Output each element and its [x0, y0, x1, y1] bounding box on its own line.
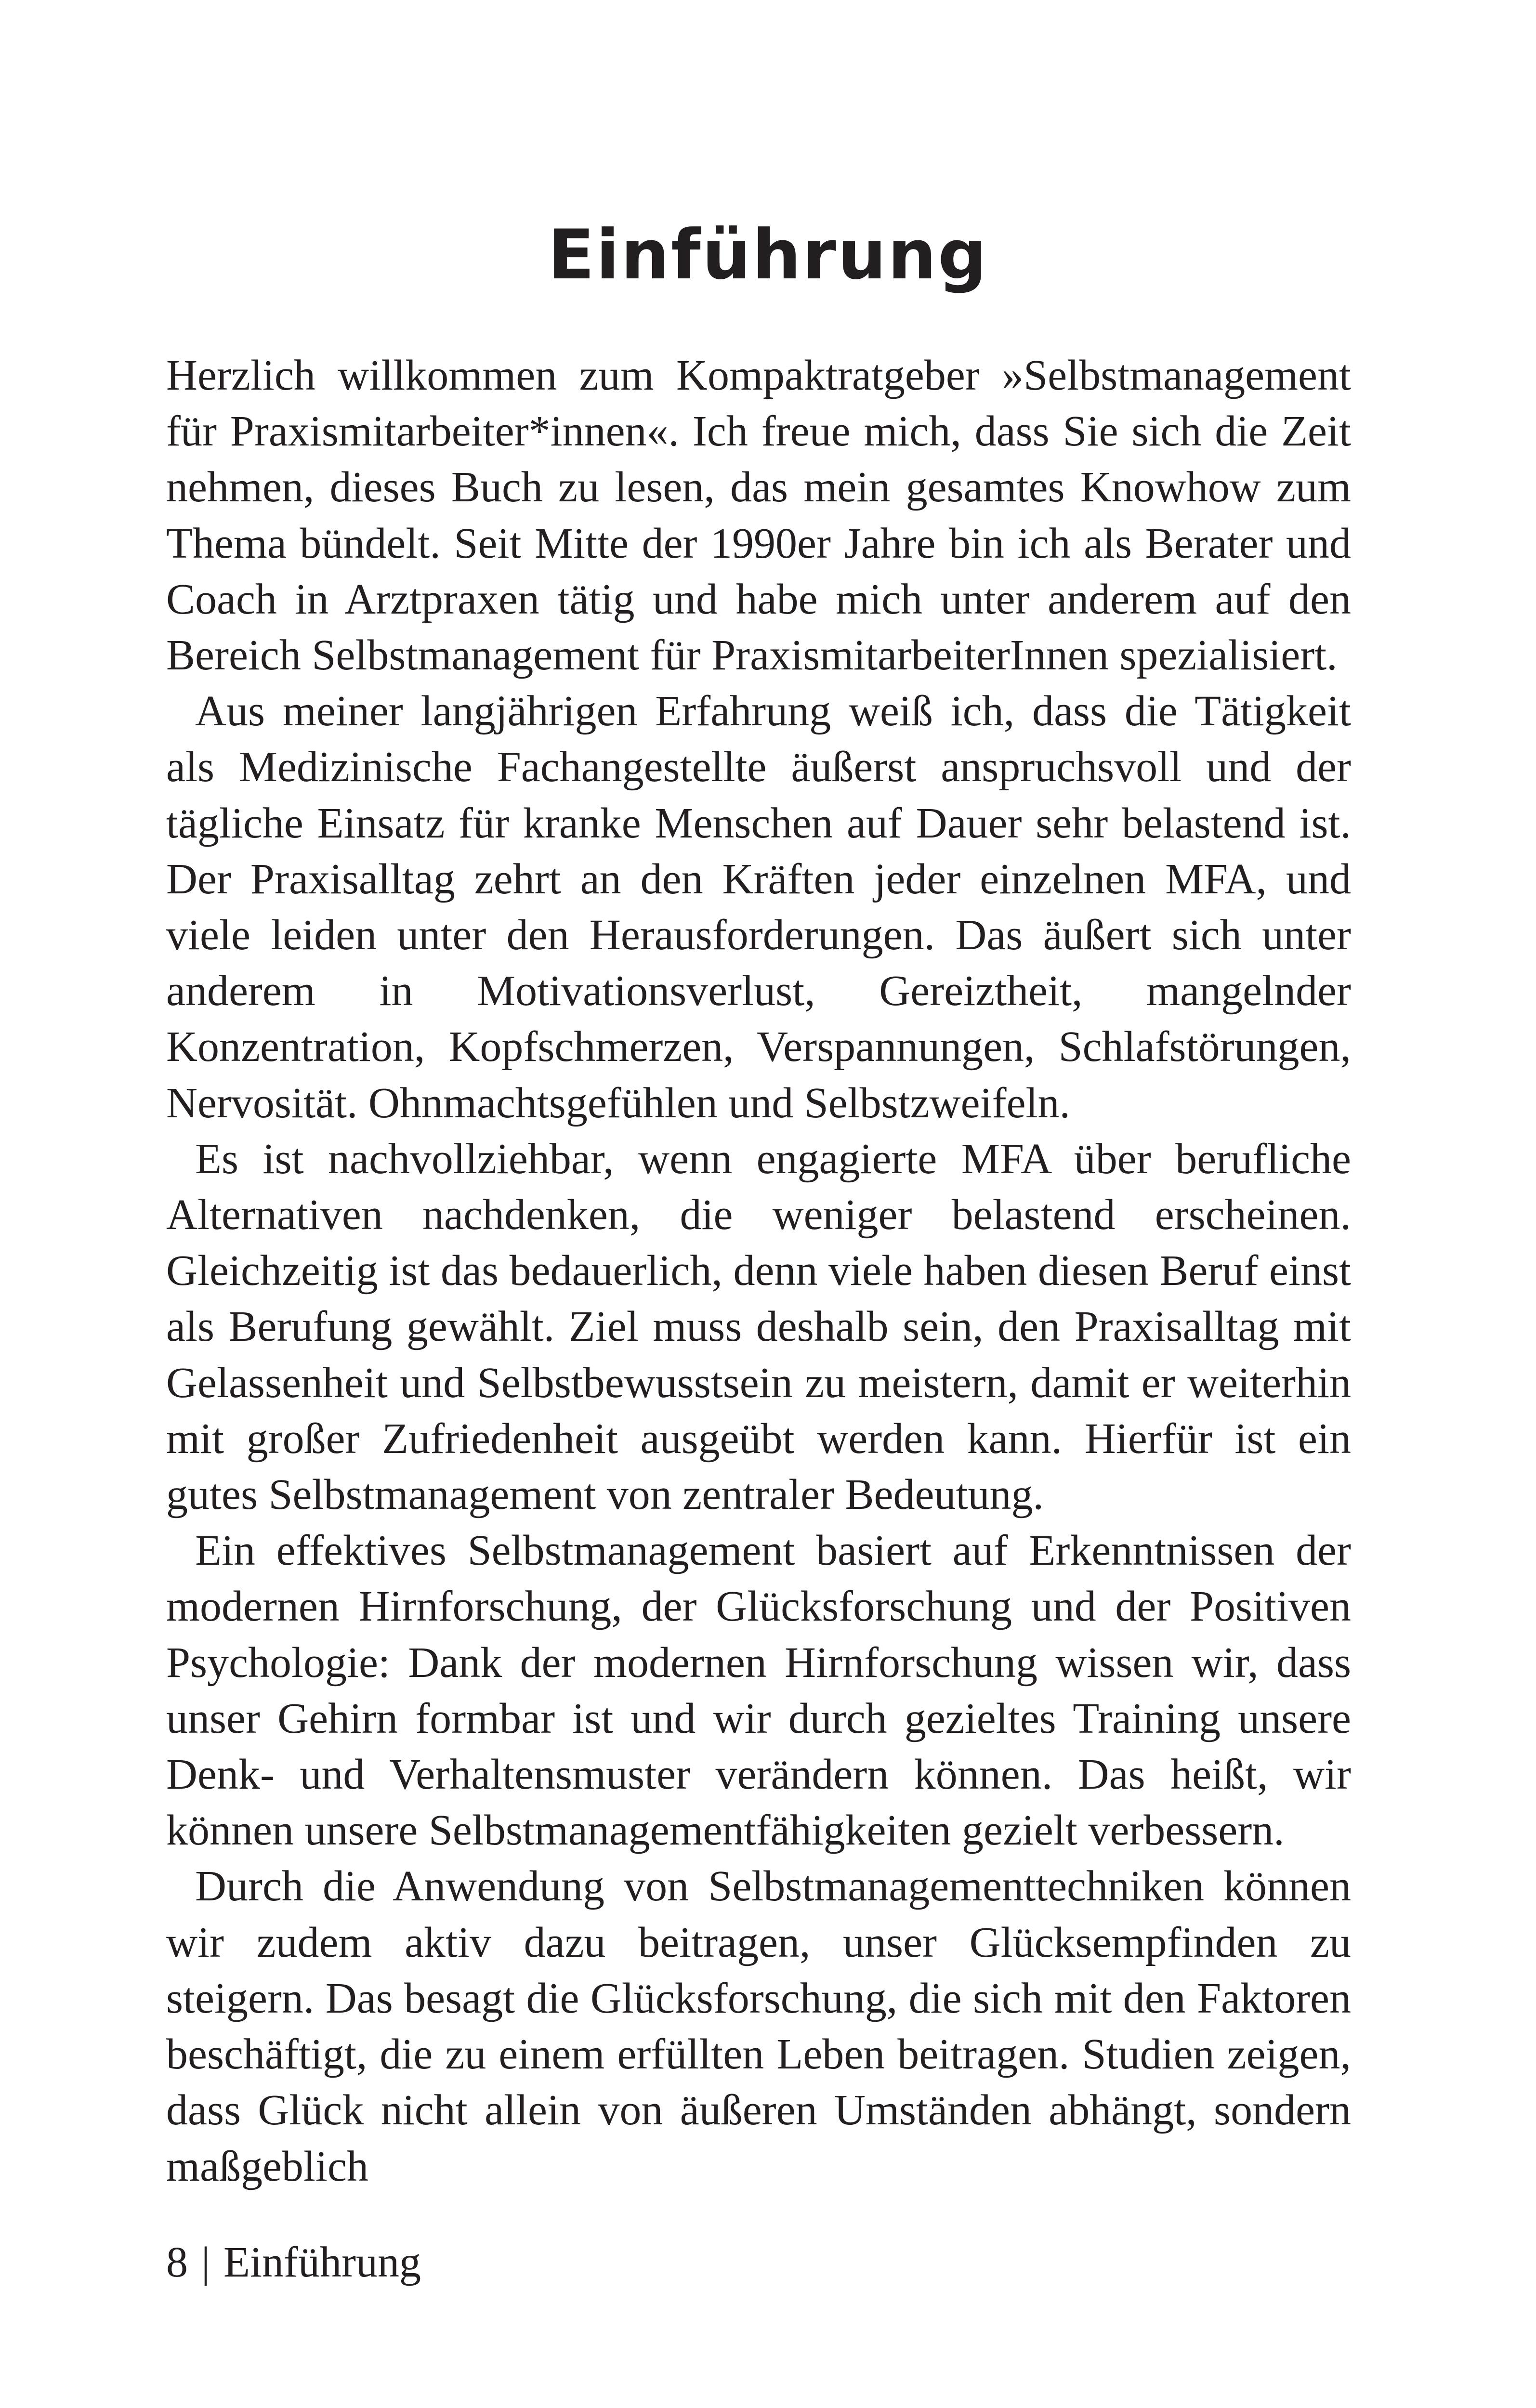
paragraph: Durch die Anwendung von Selbstmanagementtechniken können wir zudem aktiv dazu beitragen, unser Glücksempfinden zu steigern. Das besagt die Glücksforschung, die sich mit den Faktoren beschäftigt, die zu einem erfüllten Leben beitragen. Studien zeigen, dass Glück nicht allein von äußeren Umständen abhängt, sondern maßgeblich: [166, 1862, 1351, 2190]
paragraph: Es ist nachvollziehbar, wenn engagierte MFA über berufliche Alternativen nachdenken, die weniger belastend erscheinen. Gleichzeitig ist das bedauerlich, denn viele haben diesen Beruf einst als Berufung gewählt. Ziel muss deshalb sein, den Praxisalltag mit Gelassenheit und Selbstbewusstsein zu meistern, damit er weiterhin mit großer Zufriedenheit ausgeübt werden kann. Hierfür ist ein gutes Selbstmanagement von zentraler Bedeutung.: [166, 1135, 1351, 1519]
footer-section-title: Einführung: [223, 2238, 421, 2286]
body-text: [166, 348, 1351, 2195]
footer-separator: |: [201, 2238, 210, 2286]
paragraph: Herzlich willkommen zum Kompaktratgeber »Selbstmanagement für Praxismitarbeiter*innen«. Ich freue mich, dass Sie sich die Zeit nehmen, dieses Buch zu lesen, das mein gesamtes Knowhow zum Thema bündelt. Seit Mitte der 1990er Jahre bin ich als Berater und Coach in Arztpraxen tätig und habe mich unter anderem auf den Bereich Selbstmanagement für PraxismitarbeiterInnen spezialisiert.: [166, 352, 1351, 680]
paragraph: Ein effektives Selbstmanagement basiert auf Erkenntnissen der modernen Hirnforschung, der Glücksforschung und der Positiven Psychologie: Dank der modernen Hirnforschung wissen wir, dass unser Gehirn formbar ist und wir durch gezieltes Training unsere Denk- und Verhaltensmuster verändern können. Das heißt, wir können unsere Selbstmanagementfähigkeiten gezielt verbessern.: [166, 1527, 1351, 1855]
paragraph: Aus meiner langjährigen Erfahrung weiß ich, dass die Tätigkeit als Medizinische Fachangestellte äußerst anspruchsvoll und der tägliche Einsatz für kranke Menschen auf Dauer sehr belastend ist. Der Praxisalltag zehrt an den Kräften jeder einzelnen MFA, und viele leiden unter den Herausforderungen. Das äußert sich unter anderem in Motivationsverlust, Gereiztheit, mangelnder Konzentration, Kopfschmerzen, Verspannungen, Schlafstörungen, Nervosität. Ohnmachtsgefühlen und Selbstzweifeln.: [166, 687, 1351, 1127]
page-title: Einführung: [548, 215, 988, 295]
page-number: 8: [166, 2238, 188, 2286]
running-footer: [166, 2235, 421, 2290]
